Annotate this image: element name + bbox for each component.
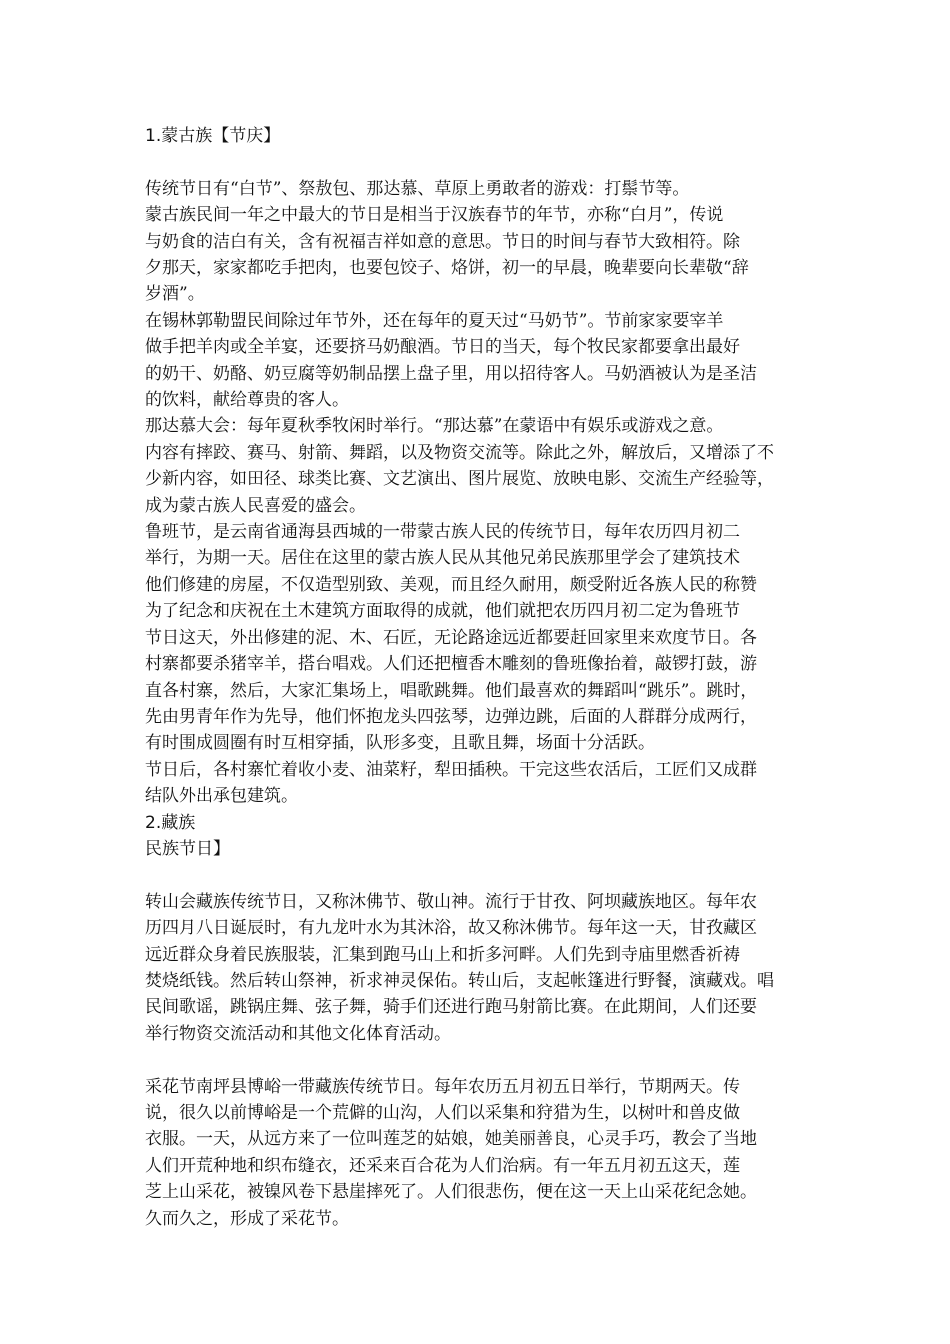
text-line: 鲁班节，是云南省通海县西城的一带蒙古族人民的传统节日，每年农历四月初二: [145, 522, 740, 543]
text-line: 芝上山采花，被镍风卷下悬崖摔死了。人们很悲伤，便在这一天上山采花纪念她。: [145, 1182, 757, 1203]
text-line: 直各村寨，然后，大家汇集场上，唱歌跳舞。他们最喜欢的舞蹈叫“跳乐”。跳时，: [145, 680, 758, 701]
text-line: 岁酒”。: [145, 284, 205, 305]
text-line: 久而久之，形成了采花节。: [145, 1208, 349, 1229]
text-line: 少新内容，如田径、球类比赛、文艺演出、图片展览、放映电影、交流生产经验等，: [145, 469, 774, 490]
text-line: 先由男青年作为先导，他们怀抱龙头四弦琴，边弹边跳，后面的人群群分成两行，: [145, 706, 757, 727]
section-heading: 1.蒙古族【节庆】: [145, 126, 281, 146]
text-line: 与奶食的洁白有关，含有祝福吉祥如意的意思。节日的时间与春节大致相符。除: [145, 231, 740, 252]
text-line: 远近群众身着民族服装，汇集到跑马山上和折多河畔。人们先到寺庙里燃香祈祷: [145, 944, 740, 965]
text-line: 说，很久以前博峪是一个荒僻的山沟，人们以采集和狩猎为生，以树叶和兽皮做: [145, 1102, 740, 1123]
text-line: 民间歌谣，跳锅庄舞、弦子舞，骑手们还进行跑马射箭比赛。在此期间，人们还要: [145, 997, 757, 1018]
text-line: 那达慕大会：每年夏秋季牧闲时举行。“那达慕”在蒙语中有娱乐或游戏之意。: [145, 416, 724, 437]
text-line: 做手把羊肉或全羊宴，还要挤马奶酿酒。节日的当天，每个牧民家都要拿出最好: [145, 337, 740, 358]
text-line: 成为蒙古族人民喜爱的盛会。: [145, 495, 366, 516]
blank-line: [145, 1047, 815, 1073]
text-line: 蒙古族民间一年之中最大的节日是相当于汉族春节的年节，亦称“白月”，传说: [145, 205, 724, 226]
text-line: 结队外出承包建筑。: [145, 786, 298, 807]
text-line: 历四月八日诞辰时，有九龙叶水为其沐浴，故又称沐佛节。每年这一天，甘孜藏区: [145, 918, 757, 939]
text-line: 夕那天，家家都吃手把肉，也要包饺子、烙饼，初一的早晨，晚辈要向长辈敬“辞: [145, 258, 749, 279]
text-line: 衣服。一天，从远方来了一位叫莲芝的姑娘，她美丽善良，心灵手巧，教会了当地: [145, 1129, 757, 1150]
section-heading: 2.藏族: [145, 812, 196, 833]
text-line: 的饮料，献给尊贵的客人。: [145, 390, 349, 411]
text-line: 他们修建的房屋，不仅造型别致、美观，而且经久耐用，颇受附近各族人民的称赞: [145, 574, 757, 595]
text-line: 有时围成圆圈有时互相穿插，队形多变，且歌且舞，场面十分活跃。: [145, 733, 655, 754]
text-line: 在锡林郭勒盟民间除过年节外，还在每年的夏天过“马奶节”。节前家家要宰羊: [145, 310, 724, 331]
text-line: 节日后，各村寨忙着收小麦、油菜籽，犁田插秧。干完这些农活后，工匠们又成群: [145, 759, 757, 780]
text-line: 举行，为期一天。居住在这里的蒙古族人民从其他兄弟民族那里学会了建筑技术: [145, 548, 740, 569]
text-line: 焚烧纸钱。然后转山祭神，祈求神灵保佑。转山后，支起帐篷进行野餐，演藏戏。唱: [145, 970, 774, 991]
text-line: 村寨都要杀猪宰羊，搭台唱戏。人们还把檀香木雕刻的鲁班像抬着，敲锣打鼓，游: [145, 654, 757, 675]
text-line: 为了纪念和庆祝在土木建筑方面取得的成就，他们就把农历四月初二定为鲁班节: [145, 601, 740, 622]
text-line: 民族节日】: [145, 838, 230, 859]
blank-line: [145, 862, 815, 888]
text-line: 人们开荒种地和织布缝衣，还采来百合花为人们治病。有一年五月初五这天，莲: [145, 1155, 740, 1176]
document-body: [145, 123, 815, 1232]
blank-line: [145, 149, 815, 175]
text-line: 传统节日有“白节”、祭敖包、那达慕、草原上勇敢者的游戏：打鬃节等。: [145, 178, 690, 199]
text-line: 转山会藏族传统节日，又称沐佛节、敬山神。流行于甘孜、阿坝藏族地区。每年农: [145, 891, 757, 912]
text-line: 内容有摔跤、赛马、射箭、舞蹈，以及物资交流等。除此之外，解放后，又增添了不: [145, 442, 774, 463]
text-line: 的奶干、奶酪、奶豆腐等奶制品摆上盘子里，用以招待客人。马奶酒被认为是圣洁: [145, 363, 757, 384]
text-line: 举行物资交流活动和其他文化体育活动。: [145, 1023, 451, 1044]
text-line: 采花节南坪县博峪一带藏族传统节日。每年农历五月初五日举行，节期两天。传: [145, 1076, 740, 1097]
text-line: 节日这天，外出修建的泥、木、石匠，无论路途远近都要赶回家里来欢度节日。各: [145, 627, 757, 648]
